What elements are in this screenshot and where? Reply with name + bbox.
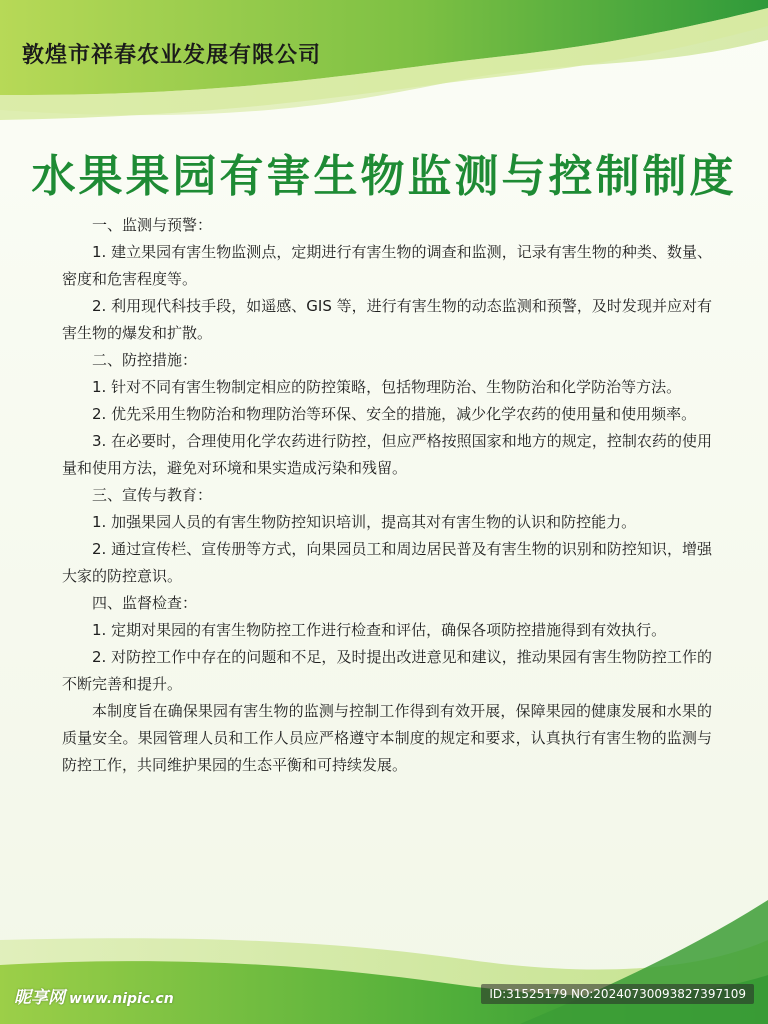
image-id-label: ID:31525179 NO:20240730093827397109 (481, 984, 754, 1004)
section-item: 1. 针对不同有害生物制定相应的防控策略，包括物理防治、生物防治和化学防治等方法。 (92, 378, 682, 396)
page-title: 水果果园有害生物监测与控制制度 (31, 151, 737, 202)
section-item: 2. 利用现代科技手段，如遥感、GIS 等，进行有害生物的动态监测和预警，及时发现并应对有害生物的爆发和扩散。 (62, 297, 712, 342)
conclusion-paragraph: 本制度旨在确保果园有害生物的监测与控制工作得到有效开展，保障果园的健康发展和水果的质量安全。果园管理人员和工作人员应严格遵守本制度的规定和要求，认真执行有害生物的监测与防控工作，共同维护果园的生态平衡和可持续发展。 (62, 702, 712, 774)
document-body (62, 212, 712, 779)
section-heading: 一、监测与预警： (92, 216, 213, 234)
section-heading: 四、监督检查： (92, 594, 198, 612)
section-heading: 二、防控措施： (92, 351, 198, 369)
section-item: 1. 定期对果园的有害生物防控工作进行检查和评估，确保各项防控措施得到有效执行。 (92, 621, 667, 639)
section-item: 2. 优先采用生物防治和物理防治等环保、安全的措施，减少化学农药的使用量和使用频率。 (92, 405, 697, 423)
section-item: 1. 建立果园有害生物监测点，定期进行有害生物的调查和监测，记录有害生物的种类、数量、密度和危害程度等。 (62, 243, 712, 288)
company-name: 敦煌市祥春农业发展有限公司 (22, 43, 322, 68)
watermark-logo (14, 983, 174, 1008)
section-item: 1. 加强果园人员的有害生物防控知识培训，提高其对有害生物的认识和防控能力。 (92, 513, 637, 531)
section-item: 2. 对防控工作中存在的问题和不足，及时提出改进意见和建议，推动果园有害生物防控工作的不断完善和提升。 (62, 648, 712, 693)
watermark-logo-text: 昵享网 (14, 988, 65, 1008)
section-item: 2. 通过宣传栏、宣传册等方式，向果园员工和周边居民普及有害生物的识别和防控知识，增强大家的防控意识。 (62, 540, 712, 585)
section-item: 3. 在必要时，合理使用化学农药进行防控，但应严格按照国家和地方的规定，控制农药的使用量和使用方法，避免对环境和果实造成污染和残留。 (62, 432, 712, 477)
watermark-site: www.nipic.cn (69, 991, 174, 1007)
section-heading: 三、宣传与教育： (92, 486, 213, 504)
